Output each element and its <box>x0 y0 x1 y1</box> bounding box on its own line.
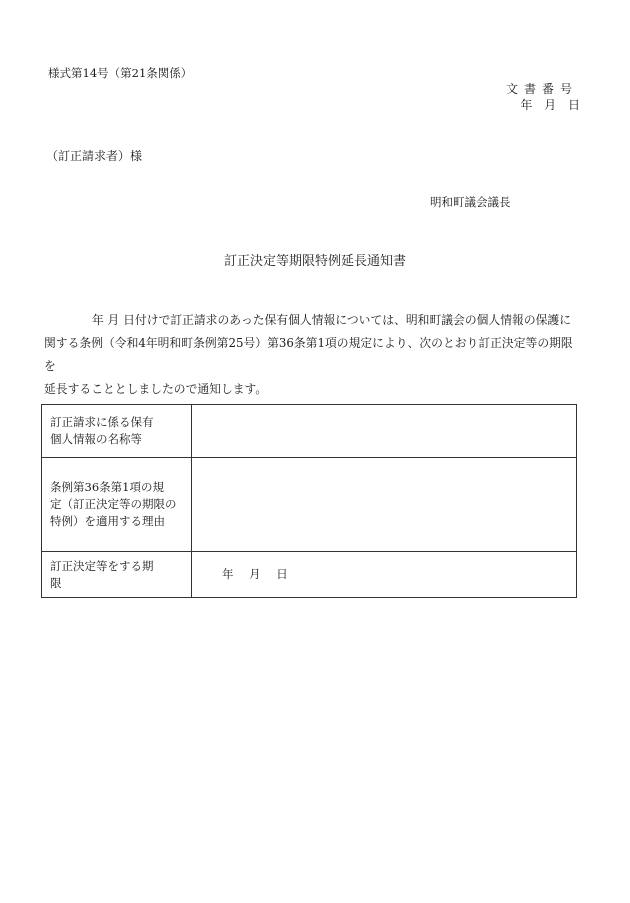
info-table <box>41 404 577 598</box>
row-label-reason <box>42 458 192 552</box>
table-row-reason <box>42 458 577 552</box>
body-line-3: 延長することとしましたので通知します。 <box>44 382 268 396</box>
form-number: 様式第14号（第21条関係） <box>48 66 193 80</box>
sender-line: 明和町議会議長 <box>430 195 511 209</box>
label-line: 個人情報の名称等 <box>50 432 142 446</box>
table-row-target-info <box>42 405 577 458</box>
row-value-reason[interactable] <box>192 458 577 552</box>
body-line-1: 年 月 日付けで訂正請求のあった保有個人情報については、明和町議会の個人情報の保護に <box>92 313 572 327</box>
label-line: 訂正決定等をする期 <box>50 558 154 573</box>
recipient-line: （訂正請求者）様 <box>46 149 143 163</box>
label-line: 訂正請求に係る保有 <box>50 415 154 429</box>
row-value-target-info[interactable] <box>192 405 577 458</box>
label-line: 限 <box>50 575 62 590</box>
table-row-deadline <box>42 552 577 598</box>
label-line: 特例）を適用する理由 <box>50 514 165 528</box>
body-line-2: 関する条例（令和4年明和町条例第25号）第36条第1項の規定により、次のとおり訂正決定等の期限を <box>44 336 573 373</box>
body-paragraph <box>44 309 580 401</box>
document-title: 訂正決定等期限特例延長通知書 <box>223 254 406 269</box>
row-label-deadline <box>42 552 192 598</box>
row-label-target-info <box>42 405 192 458</box>
label-line: 条例第36条第1項の規 <box>50 480 164 494</box>
label-line: 定（訂正決定等の期限の <box>50 497 177 511</box>
document-number-label: 文書番号 <box>505 82 578 96</box>
document-date-label: 年 月 日 <box>520 98 580 112</box>
row-value-deadline[interactable]: 年 月 日 <box>192 552 577 598</box>
